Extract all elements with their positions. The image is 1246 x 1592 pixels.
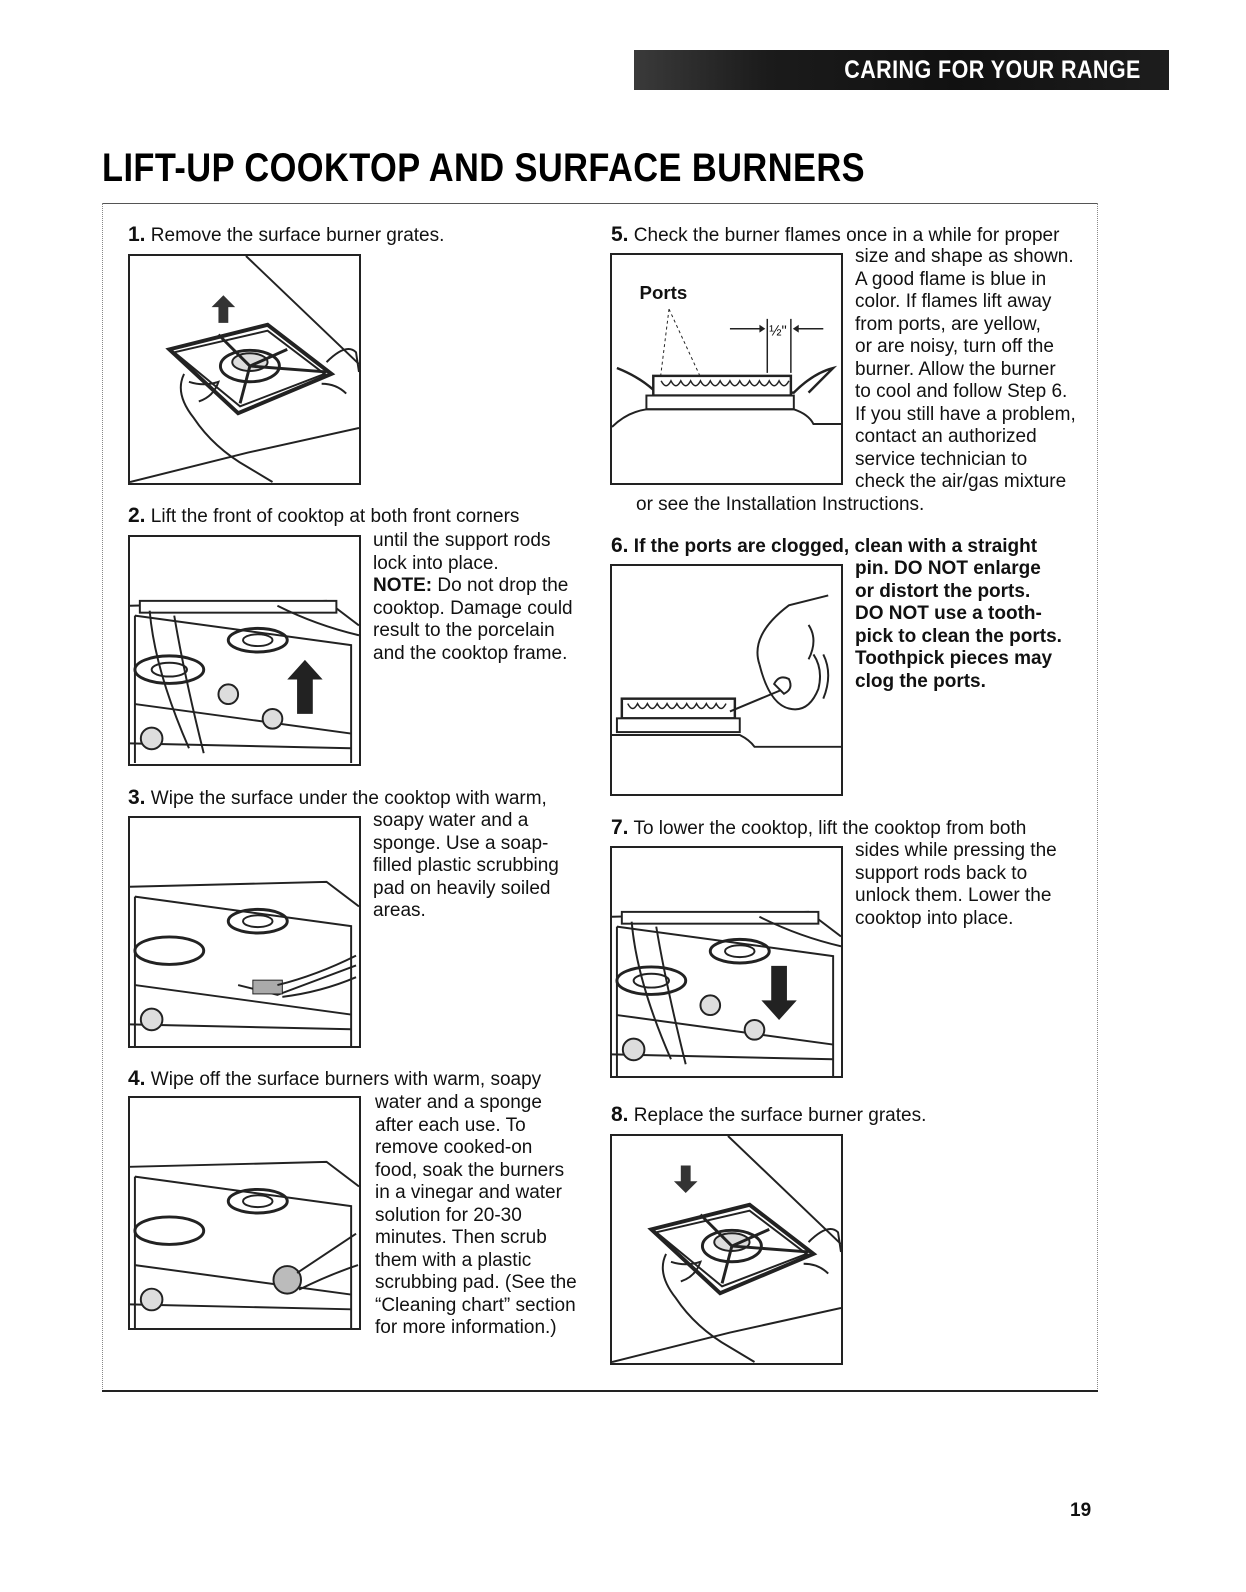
step-7-first-text: To lower the cooktop, lift the cooktop from both [633,818,1027,839]
step-2-number: 2. [128,504,146,527]
step-6-line: or distort the ports. [855,580,1031,602]
step-4-first-text: Wipe off the surface burners with warm, soapy [150,1069,542,1090]
cooktop-lift-illustration [130,537,359,764]
step-5-line: contact an authorized [855,426,1037,447]
burner-flame-illustration [612,255,841,483]
section-banner [634,50,1169,90]
ports-label: Ports [639,282,688,304]
step-4-first-line [128,1068,541,1092]
frame-left-rule [102,203,104,1391]
step-4-line: solution for 20-30 [375,1204,522,1226]
step-2-body [373,530,573,665]
frame-bottom-rule [102,1390,1098,1392]
step-7-number: 7. [611,816,629,839]
port-cleaning-illustration [612,566,841,794]
step-6-line: clog the ports. [855,670,986,692]
step-3-first-line [128,787,547,811]
step-6-body [855,558,1062,693]
step-2-line: until the support rods [373,530,551,551]
step-3-illustration [128,816,361,1048]
step-5-last-line: or see the Installation Instructions. [636,494,925,515]
step-5-body [855,246,1076,494]
step-4-illustration [128,1096,361,1330]
step-6-number: 6. [611,534,629,557]
cooktop-lower-illustration [612,848,841,1076]
step-5-line: If you still have a problem, [855,403,1076,425]
step-3-line: filled plastic scrubbing [373,855,559,876]
step-3-line: sponge. Use a soap- [373,832,549,854]
step-7-line: sides while pressing the [855,840,1057,861]
step-2-note-label: NOTE: [373,575,433,596]
step-1-illustration [128,254,361,485]
step-7-line: unlock them. Lower the [855,885,1052,906]
step-8-line: Replace the surface burner grates. [633,1105,927,1126]
page-title: LIFT-UP COOKTOP AND SURFACE BURNERS [102,146,866,190]
wipe-burners-illustration [130,1098,359,1328]
step-4-line: “Cleaning chart” section [375,1294,576,1316]
step-5-line: from ports, are yellow, [855,313,1041,335]
step-4-line: scrubbing pad. (See the [375,1272,577,1293]
step-4-line: after each use. To [375,1114,526,1136]
step-5-line: service technician to [855,448,1028,470]
step-2-line: lock into place. [373,552,499,574]
step-7-illustration [610,846,843,1078]
flame-height-label: ½" [769,323,787,340]
step-5-illustration [610,253,843,485]
page-number: 19 [1070,1500,1092,1521]
step-1-text [128,224,444,248]
step-4-number: 4. [128,1067,146,1090]
step-8-illustration [610,1134,843,1365]
frame-top-rule [102,203,1098,204]
grate-replace-illustration [612,1136,841,1363]
step-3-number: 3. [128,786,146,809]
step-4-line: remove cooked-on [375,1137,533,1158]
step-4-line: in a vinegar and water [375,1182,562,1203]
step-6-line: pin. DO NOT enlarge [855,558,1041,579]
step-4-line: them with a plastic [375,1249,532,1271]
step-4-line: water and a sponge [375,1092,542,1113]
step-6-line: pick to clean the ports. [855,625,1062,647]
step-4-body [375,1092,577,1340]
step-5-line: color. If flames lift away [855,291,1052,312]
step-5-line: A good flame is blue in [855,268,1047,290]
step-6-line: DO NOT use a tooth- [855,603,1042,624]
step-2-note-text: Do not drop the [432,575,569,596]
step-2-first-line [128,505,519,529]
step-4-line: minutes. Then scrub [375,1227,547,1248]
step-3-line: soapy water and a [373,810,529,831]
step-2-note-line [373,575,573,598]
step-5-number: 5. [611,223,629,246]
step-4-line: food, soak the burners [375,1159,565,1181]
step-2-note-text: and the cooktop frame. [373,642,568,664]
step-6-illustration [610,564,843,796]
step-4-line: for more information.) [375,1317,557,1338]
frame-right-rule [1097,203,1099,1391]
step-3-line: areas. [373,900,426,921]
section-banner-label: CARING FOR YOUR RANGE [844,56,1141,84]
step-2-note-text: cooktop. Damage could [373,597,573,619]
step-7-body [855,840,1057,930]
step-7-line: cooktop into place. [855,907,1014,929]
step-6-first-text: If the ports are clogged, clean with a straight [633,536,1038,557]
step-5-first-line [611,224,1059,248]
step-3-body [373,810,559,923]
wipe-under-cooktop-illustration [130,818,359,1046]
step-5-line: or are noisy, turn off the [855,336,1054,357]
step-3-line: pad on heavily soiled [373,877,551,899]
step-5-first-text: Check the burner flames once in a while for proper [633,225,1060,246]
step-7-line: support rods back to [855,862,1028,884]
step-6-line: Toothpick pieces may [855,648,1053,669]
step-6-first-line [611,535,1037,559]
step-2-illustration [128,535,361,766]
step-5-line: to cool and follow Step 6. [855,381,1068,402]
step-1-line: Remove the surface burner grates. [150,225,445,246]
step-7-first-line [611,817,1026,841]
step-5-line: check the air/gas mixture [855,471,1067,492]
step-3-first-text: Wipe the surface under the cooktop with warm, [150,788,547,809]
step-1-number: 1. [128,223,146,246]
step-8-number: 8. [611,1103,629,1126]
grate-removal-illustration [130,256,359,483]
step-2-note-text: result to the porcelain [373,620,555,641]
step-5-line: size and shape as shown. [855,246,1074,267]
step-2-first-text: Lift the front of cooktop at both front corners [150,506,520,527]
step-8-text [611,1104,926,1128]
step-5-line: burner. Allow the burner [855,358,1056,380]
